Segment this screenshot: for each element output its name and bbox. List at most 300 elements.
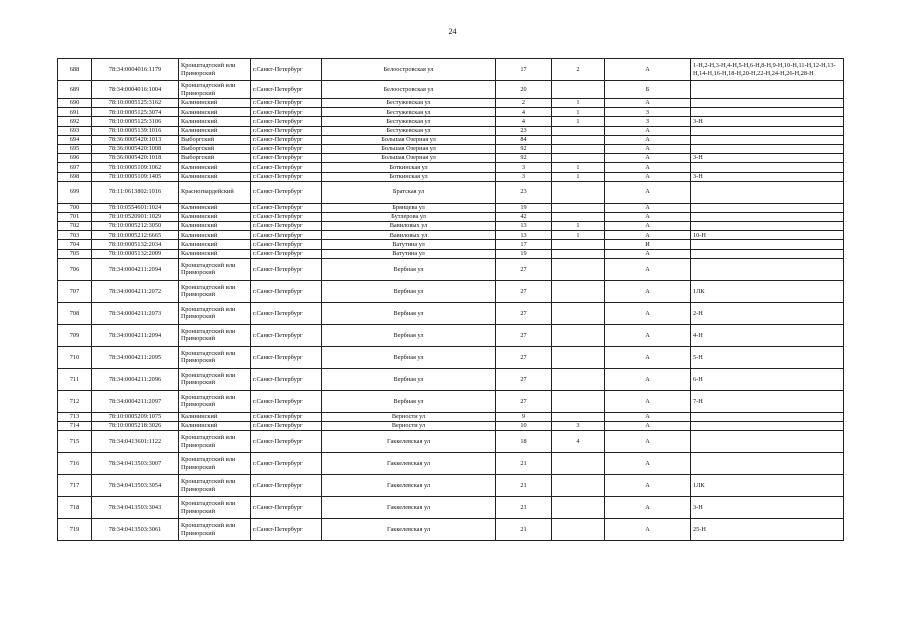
house-number-cell: 9 (496, 412, 552, 421)
cadastral-number-cell: 78:10:0520901:1029 (92, 212, 179, 221)
litera-cell: А (605, 368, 691, 390)
city-cell: г.Санкт-Петербург (251, 172, 322, 181)
premises-cell: 3-Н (691, 172, 844, 181)
district-cell: Калининский (179, 412, 251, 421)
house-number-cell: 27 (496, 390, 552, 412)
street-cell: Гаккелевская ул (322, 475, 496, 497)
premises-cell (691, 81, 844, 99)
building-number-cell (552, 154, 605, 163)
table-row (58, 172, 844, 181)
city-cell: г.Санкт-Петербург (251, 519, 322, 541)
litera-cell: А (605, 172, 691, 181)
cadastral-number-cell: 78:34:0413503:3007 (92, 453, 179, 475)
street-cell: Гаккелевская ул (322, 497, 496, 519)
building-number-cell: 3 (552, 422, 605, 431)
house-number-cell: 17 (496, 59, 552, 81)
premises-cell (691, 412, 844, 421)
table-row (58, 81, 844, 99)
street-cell: Белоостровская ул (322, 81, 496, 99)
city-cell: г.Санкт-Петербург (251, 163, 322, 172)
cadastral-number-cell: 78:34:0004211:2072 (92, 280, 179, 302)
premises-cell: 10-Н (691, 231, 844, 240)
street-cell: Большая Озерная ул (322, 144, 496, 153)
district-cell: Кронштадтский или Приморский (179, 324, 251, 346)
city-cell: г.Санкт-Петербург (251, 280, 322, 302)
litera-cell: А (605, 497, 691, 519)
building-number-cell (552, 324, 605, 346)
litera-cell: А (605, 135, 691, 144)
street-cell: Гаккелевская ул (322, 519, 496, 541)
city-cell: г.Санкт-Петербург (251, 108, 322, 117)
house-number-cell: 13 (496, 222, 552, 231)
street-cell: Вавиловых ул (322, 231, 496, 240)
premises-cell (691, 135, 844, 144)
registry-table (57, 58, 844, 541)
house-number-cell: 4 (496, 117, 552, 126)
table-row (58, 475, 844, 497)
building-number-cell (552, 203, 605, 212)
premises-cell (691, 144, 844, 153)
house-number-cell: 27 (496, 302, 552, 324)
litera-cell: А (605, 231, 691, 240)
house-number-cell: 19 (496, 203, 552, 212)
house-number-cell: 92 (496, 154, 552, 163)
city-cell: г.Санкт-Петербург (251, 368, 322, 390)
table-row (58, 126, 844, 135)
city-cell: г.Санкт-Петербург (251, 117, 322, 126)
building-number-cell (552, 249, 605, 258)
district-cell: Кронштадтский или Приморский (179, 368, 251, 390)
building-number-cell: 1 (552, 163, 605, 172)
city-cell: г.Санкт-Петербург (251, 126, 322, 135)
house-number-cell: 17 (496, 240, 552, 249)
table-row (58, 144, 844, 153)
street-cell: Ватутина ул (322, 240, 496, 249)
district-cell: Кронштадтский или Приморский (179, 81, 251, 99)
litera-cell: А (605, 99, 691, 108)
table-row (58, 390, 844, 412)
cadastral-number-cell: 78:34:0004016:1179 (92, 59, 179, 81)
building-number-cell: 4 (552, 431, 605, 453)
district-cell: Кронштадтский или Приморский (179, 497, 251, 519)
cadastral-number-cell: 78:10:0005125:3162 (92, 99, 179, 108)
building-number-cell (552, 390, 605, 412)
litera-cell: А (605, 59, 691, 81)
building-number-cell (552, 368, 605, 390)
city-cell: г.Санкт-Петербург (251, 231, 322, 240)
row-number-cell: 705 (58, 249, 92, 258)
row-number-cell: 688 (58, 59, 92, 81)
city-cell: г.Санкт-Петербург (251, 258, 322, 280)
table-row (58, 302, 844, 324)
cadastral-number-cell: 78:34:0004211:2094 (92, 324, 179, 346)
street-cell: Вербная ул (322, 346, 496, 368)
litera-cell: А (605, 249, 691, 258)
city-cell: г.Санкт-Петербург (251, 453, 322, 475)
district-cell: Кронштадтский или Приморский (179, 475, 251, 497)
building-number-cell (552, 126, 605, 135)
cadastral-number-cell: 78:10:0005209:1075 (92, 412, 179, 421)
street-cell: Гаккелевская ул (322, 453, 496, 475)
row-number-cell: 700 (58, 203, 92, 212)
district-cell: Кронштадтский или Приморский (179, 519, 251, 541)
city-cell: г.Санкт-Петербург (251, 346, 322, 368)
litera-cell: А (605, 453, 691, 475)
cadastral-number-cell: 78:34:0004211:2095 (92, 346, 179, 368)
premises-cell (691, 163, 844, 172)
house-number-cell: 18 (496, 431, 552, 453)
premises-cell (691, 453, 844, 475)
table-row (58, 519, 844, 541)
district-cell: Калининский (179, 249, 251, 258)
city-cell: г.Санкт-Петербург (251, 302, 322, 324)
row-number-cell: 699 (58, 181, 92, 203)
street-cell: Вербная ул (322, 280, 496, 302)
house-number-cell: 3 (496, 172, 552, 181)
table-row (58, 324, 844, 346)
building-number-cell: 2 (552, 59, 605, 81)
district-cell: Выборгский (179, 144, 251, 153)
row-number-cell: 707 (58, 280, 92, 302)
district-cell: Кронштадтский или Приморский (179, 59, 251, 81)
litera-cell: З (605, 108, 691, 117)
registry-body (58, 59, 844, 541)
district-cell: Калининский (179, 212, 251, 221)
table-row (58, 431, 844, 453)
building-number-cell: 1 (552, 172, 605, 181)
premises-cell: 6-Н (691, 368, 844, 390)
street-cell: Верности ул (322, 422, 496, 431)
city-cell: г.Санкт-Петербург (251, 222, 322, 231)
table-row (58, 135, 844, 144)
city-cell: г.Санкт-Петербург (251, 240, 322, 249)
city-cell: г.Санкт-Петербург (251, 99, 322, 108)
city-cell: г.Санкт-Петербург (251, 144, 322, 153)
street-cell: Вербная ул (322, 302, 496, 324)
premises-cell (691, 222, 844, 231)
cadastral-number-cell: 78:11:0613802:1016 (92, 181, 179, 203)
district-cell: Красногвардейский (179, 181, 251, 203)
row-number-cell: 715 (58, 431, 92, 453)
premises-cell (691, 240, 844, 249)
building-number-cell (552, 412, 605, 421)
litera-cell: А (605, 475, 691, 497)
street-cell: Вербная ул (322, 324, 496, 346)
cadastral-number-cell: 78:34:0413503:3054 (92, 475, 179, 497)
premises-cell: 5-Н (691, 346, 844, 368)
city-cell: г.Санкт-Петербург (251, 422, 322, 431)
street-cell: Бестужевская ул (322, 99, 496, 108)
row-number-cell: 709 (58, 324, 92, 346)
cadastral-number-cell: 78:36:0005420:1013 (92, 135, 179, 144)
cadastral-number-cell: 78:10:0005125:3074 (92, 108, 179, 117)
district-cell: Кронштадтский или Приморский (179, 390, 251, 412)
table-row (58, 99, 844, 108)
row-number-cell: 695 (58, 144, 92, 153)
litera-cell: Б (605, 81, 691, 99)
building-number-cell (552, 497, 605, 519)
house-number-cell: 4 (496, 108, 552, 117)
house-number-cell: 23 (496, 181, 552, 203)
building-number-cell: 1 (552, 231, 605, 240)
city-cell: г.Санкт-Петербург (251, 181, 322, 203)
premises-cell (691, 99, 844, 108)
house-number-cell: 13 (496, 231, 552, 240)
street-cell: Бестужевская ул (322, 108, 496, 117)
street-cell: Белоостровская ул (322, 59, 496, 81)
city-cell: г.Санкт-Петербург (251, 203, 322, 212)
litera-cell: А (605, 519, 691, 541)
city-cell: г.Санкт-Петербург (251, 59, 322, 81)
building-number-cell (552, 258, 605, 280)
row-number-cell: 719 (58, 519, 92, 541)
city-cell: г.Санкт-Петербург (251, 497, 322, 519)
litera-cell: А (605, 280, 691, 302)
house-number-cell: 27 (496, 258, 552, 280)
premises-cell: 2-Н (691, 302, 844, 324)
row-number-cell: 708 (58, 302, 92, 324)
street-cell: Брянцева ул (322, 203, 496, 212)
litera-cell: А (605, 412, 691, 421)
litera-cell: А (605, 390, 691, 412)
city-cell: г.Санкт-Петербург (251, 154, 322, 163)
table-row (58, 108, 844, 117)
street-cell: Вербная ул (322, 390, 496, 412)
row-number-cell: 713 (58, 412, 92, 421)
row-number-cell: 701 (58, 212, 92, 221)
building-number-cell (552, 519, 605, 541)
building-number-cell (552, 475, 605, 497)
city-cell: г.Санкт-Петербург (251, 81, 322, 99)
premises-cell: 3-Н (691, 497, 844, 519)
premises-cell (691, 431, 844, 453)
row-number-cell: 694 (58, 135, 92, 144)
street-cell: Верности ул (322, 412, 496, 421)
table-row (58, 117, 844, 126)
row-number-cell: 716 (58, 453, 92, 475)
cadastral-number-cell: 78:10:0005109:1062 (92, 163, 179, 172)
district-cell: Кронштадтский или Приморский (179, 431, 251, 453)
building-number-cell (552, 280, 605, 302)
city-cell: г.Санкт-Петербург (251, 212, 322, 221)
building-number-cell (552, 212, 605, 221)
cadastral-number-cell: 78:10:0554601:1024 (92, 203, 179, 212)
cadastral-number-cell: 78:34:0413601:1122 (92, 431, 179, 453)
litera-cell: А (605, 431, 691, 453)
premises-cell (691, 203, 844, 212)
premises-cell (691, 249, 844, 258)
city-cell: г.Санкт-Петербург (251, 431, 322, 453)
district-cell: Калининский (179, 163, 251, 172)
building-number-cell (552, 453, 605, 475)
house-number-cell: 20 (496, 81, 552, 99)
row-number-cell: 717 (58, 475, 92, 497)
street-cell: Большая Озерная ул (322, 154, 496, 163)
building-number-cell (552, 240, 605, 249)
row-number-cell: 703 (58, 231, 92, 240)
litera-cell: З (605, 117, 691, 126)
house-number-cell: 21 (496, 475, 552, 497)
premises-cell (691, 258, 844, 280)
district-cell: Калининский (179, 117, 251, 126)
row-number-cell: 697 (58, 163, 92, 172)
cadastral-number-cell: 78:36:0005420:1008 (92, 144, 179, 153)
street-cell: Бестужевская ул (322, 117, 496, 126)
premises-cell: 3-Н (691, 117, 844, 126)
district-cell: Выборгский (179, 135, 251, 144)
cadastral-number-cell: 78:34:0004211:2073 (92, 302, 179, 324)
building-number-cell (552, 135, 605, 144)
house-number-cell: 2 (496, 99, 552, 108)
table-row (58, 181, 844, 203)
premises-cell (691, 108, 844, 117)
street-cell: Ватутина ул (322, 249, 496, 258)
row-number-cell: 691 (58, 108, 92, 117)
district-cell: Калининский (179, 108, 251, 117)
table-row (58, 240, 844, 249)
district-cell: Калининский (179, 222, 251, 231)
city-cell: г.Санкт-Петербург (251, 249, 322, 258)
premises-cell: 3-Н (691, 154, 844, 163)
district-cell: Кронштадтский или Приморский (179, 258, 251, 280)
district-cell: Калининский (179, 422, 251, 431)
cadastral-number-cell: 78:34:0004016:1004 (92, 81, 179, 99)
table-row (58, 422, 844, 431)
litera-cell: А (605, 324, 691, 346)
row-number-cell: 710 (58, 346, 92, 368)
row-number-cell: 693 (58, 126, 92, 135)
row-number-cell: 712 (58, 390, 92, 412)
street-cell: Вербная ул (322, 258, 496, 280)
house-number-cell: 27 (496, 346, 552, 368)
cadastral-number-cell: 78:10:0005212:3050 (92, 222, 179, 231)
cadastral-number-cell: 78:10:0005139:1016 (92, 126, 179, 135)
house-number-cell: 21 (496, 453, 552, 475)
building-number-cell: 1 (552, 222, 605, 231)
table-row (58, 59, 844, 81)
district-cell: Калининский (179, 99, 251, 108)
row-number-cell: 714 (58, 422, 92, 431)
cadastral-number-cell: 78:36:0005420:1018 (92, 154, 179, 163)
row-number-cell: 696 (58, 154, 92, 163)
street-cell: Братская ул (322, 181, 496, 203)
house-number-cell: 3 (496, 163, 552, 172)
house-number-cell: 92 (496, 144, 552, 153)
row-number-cell: 704 (58, 240, 92, 249)
district-cell: Кронштадтский или Приморский (179, 346, 251, 368)
house-number-cell: 84 (496, 135, 552, 144)
premises-cell (691, 422, 844, 431)
district-cell: Калининский (179, 203, 251, 212)
litera-cell: А (605, 346, 691, 368)
premises-cell: 25-Н (691, 519, 844, 541)
row-number-cell: 718 (58, 497, 92, 519)
table-row (58, 497, 844, 519)
litera-cell: А (605, 126, 691, 135)
cadastral-number-cell: 78:10:0005125:3106 (92, 117, 179, 126)
premises-cell (691, 181, 844, 203)
litera-cell: А (605, 212, 691, 221)
table-row (58, 280, 844, 302)
cadastral-number-cell: 78:34:0413503:3061 (92, 519, 179, 541)
table-row (58, 258, 844, 280)
district-cell: Калининский (179, 231, 251, 240)
street-cell: Вавиловых ул (322, 222, 496, 231)
litera-cell: А (605, 222, 691, 231)
building-number-cell (552, 302, 605, 324)
district-cell: Калининский (179, 240, 251, 249)
district-cell: Кронштадтский или Приморский (179, 280, 251, 302)
row-number-cell: 689 (58, 81, 92, 99)
litera-cell: А (605, 203, 691, 212)
premises-cell: 7-Н (691, 390, 844, 412)
city-cell: г.Санкт-Петербург (251, 324, 322, 346)
litera-cell: И (605, 240, 691, 249)
litera-cell: А (605, 144, 691, 153)
row-number-cell: 698 (58, 172, 92, 181)
premises-cell (691, 212, 844, 221)
house-number-cell: 21 (496, 497, 552, 519)
district-cell: Кронштадтский или Приморский (179, 302, 251, 324)
litera-cell: А (605, 258, 691, 280)
building-number-cell (552, 346, 605, 368)
premises-cell (691, 126, 844, 135)
house-number-cell: 42 (496, 212, 552, 221)
page-number: 24 (448, 27, 457, 36)
building-number-cell: 1 (552, 99, 605, 108)
cadastral-number-cell: 78:34:0004211:2097 (92, 390, 179, 412)
row-number-cell: 706 (58, 258, 92, 280)
row-number-cell: 711 (58, 368, 92, 390)
cadastral-number-cell: 78:10:0005109:1405 (92, 172, 179, 181)
litera-cell: А (605, 422, 691, 431)
house-number-cell: 27 (496, 324, 552, 346)
table-row (58, 249, 844, 258)
street-cell: Боткинская ул (322, 172, 496, 181)
row-number-cell: 692 (58, 117, 92, 126)
litera-cell: А (605, 181, 691, 203)
city-cell: г.Санкт-Петербург (251, 475, 322, 497)
house-number-cell: 23 (496, 126, 552, 135)
cadastral-number-cell: 78:10:0005218:3026 (92, 422, 179, 431)
cadastral-number-cell: 78:34:0004211:2096 (92, 368, 179, 390)
cadastral-number-cell: 78:34:0004211:2094 (92, 258, 179, 280)
table-row (58, 453, 844, 475)
table-row (58, 412, 844, 421)
table-row (58, 163, 844, 172)
street-cell: Гаккелевская ул (322, 431, 496, 453)
house-number-cell: 27 (496, 280, 552, 302)
premises-cell: 1ЛК (691, 475, 844, 497)
table-row (58, 346, 844, 368)
building-number-cell (552, 144, 605, 153)
district-cell: Выборгский (179, 154, 251, 163)
table-row (58, 231, 844, 240)
premises-cell: 1ЛК (691, 280, 844, 302)
cadastral-number-cell: 78:10:0005132:2034 (92, 240, 179, 249)
litera-cell: А (605, 154, 691, 163)
street-cell: Боткинская ул (322, 163, 496, 172)
house-number-cell: 21 (496, 519, 552, 541)
table-row (58, 368, 844, 390)
house-number-cell: 10 (496, 422, 552, 431)
premises-cell: 4-Н (691, 324, 844, 346)
cadastral-number-cell: 78:34:0413503:3043 (92, 497, 179, 519)
building-number-cell (552, 181, 605, 203)
litera-cell: А (605, 302, 691, 324)
row-number-cell: 690 (58, 99, 92, 108)
district-cell: Калининский (179, 172, 251, 181)
